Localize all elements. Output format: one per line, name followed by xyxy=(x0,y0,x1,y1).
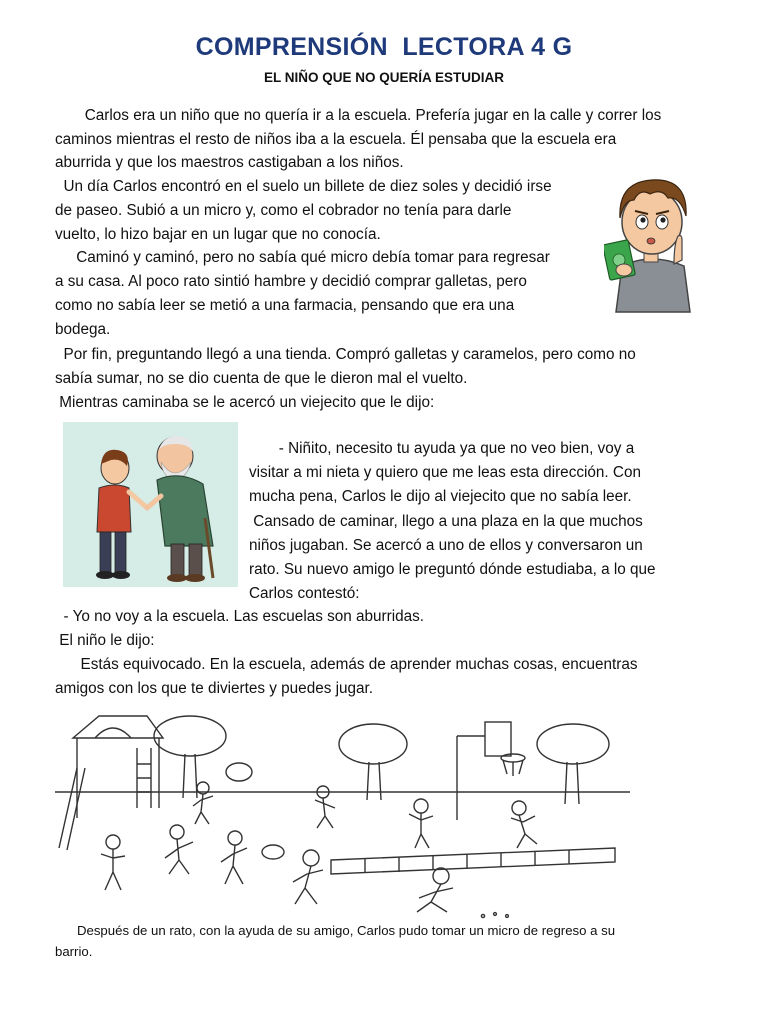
story-line: aburrida y que los maestros castigaban a los niños. xyxy=(55,154,404,171)
story-line: Estás equivocado. En la escuela, además de aprender muchas cosas, encuentras xyxy=(55,656,638,673)
story-line: El niño le dijo: xyxy=(55,632,155,649)
old-man-and-boy-illustration xyxy=(63,422,238,587)
story-line: bodega. xyxy=(55,321,111,338)
footer-line: barrio. xyxy=(55,944,93,959)
story-line: Carlos era un niño que no quería ir a la escuela. Prefería jugar en la calle y correr los xyxy=(55,107,662,124)
story-line: a su casa. Al poco rato sintió hambre y decidió comprar galletas, pero xyxy=(55,273,527,290)
page-subtitle: EL NIÑO QUE NO QUERÍA ESTUDIAR xyxy=(263,70,505,85)
story-line: niños jugaban. Se acercó a uno de ellos y conversaron un xyxy=(249,537,643,554)
story-line: Mientras caminaba se le acercó un viejecito que le dijo: xyxy=(55,394,435,411)
story-line: caminos mientras el resto de niños iba a la escuela. Él pensaba que la escuela era xyxy=(55,131,617,148)
story-line: mucha pena, Carlos le dijo al viejecito que no sabía leer. xyxy=(249,488,632,505)
story-line: amigos con los que te diviertes y puedes jugar. xyxy=(55,680,374,697)
story-line: rato. Su nuevo amigo le preguntó dónde estudiaba, a lo que xyxy=(249,561,656,578)
story-line: sabía sumar, no se dio cuenta de que le dieron mal el vuelto. xyxy=(55,370,468,387)
story-line: como no sabía leer se metió a una farmacia, pensando que era una xyxy=(55,297,515,314)
page-title: COMPRENSIÓN LECTORA 4 G xyxy=(195,33,573,61)
story-line: Un día Carlos encontró en el suelo un billete de diez soles y decidió irse xyxy=(55,178,552,195)
story-line: Carlos contestó: xyxy=(249,585,360,602)
story-line: vuelto, lo hizo bajar en un lugar que no conocía. xyxy=(55,226,381,243)
story-line: de paseo. Subió a un micro y, como el cobrador no tenía para darle xyxy=(55,202,512,219)
story-line: visitar a mi nieta y quiero que me leas esta dirección. Con xyxy=(249,464,641,481)
story-line: - Yo no voy a la escuela. Las escuelas son aburridas. xyxy=(55,608,425,625)
footer-line: Después de un rato, con la ayuda de su amigo, Carlos pudo tomar un micro de regreso a su xyxy=(55,923,616,938)
story-line: Caminó y caminó, pero no sabía qué micro debía tomar para regresar xyxy=(55,249,550,266)
story-line: Cansado de caminar, llego a una plaza en la que muchos xyxy=(249,513,643,530)
playground-sketch-illustration xyxy=(55,708,630,920)
boy-thinking-illustration xyxy=(604,166,700,314)
story-line: - Niñito, necesito tu ayuda ya que no veo bien, voy a xyxy=(249,440,635,457)
story-line: Por fin, preguntando llegó a una tienda. Compró galletas y caramelos, pero como no xyxy=(55,346,636,363)
